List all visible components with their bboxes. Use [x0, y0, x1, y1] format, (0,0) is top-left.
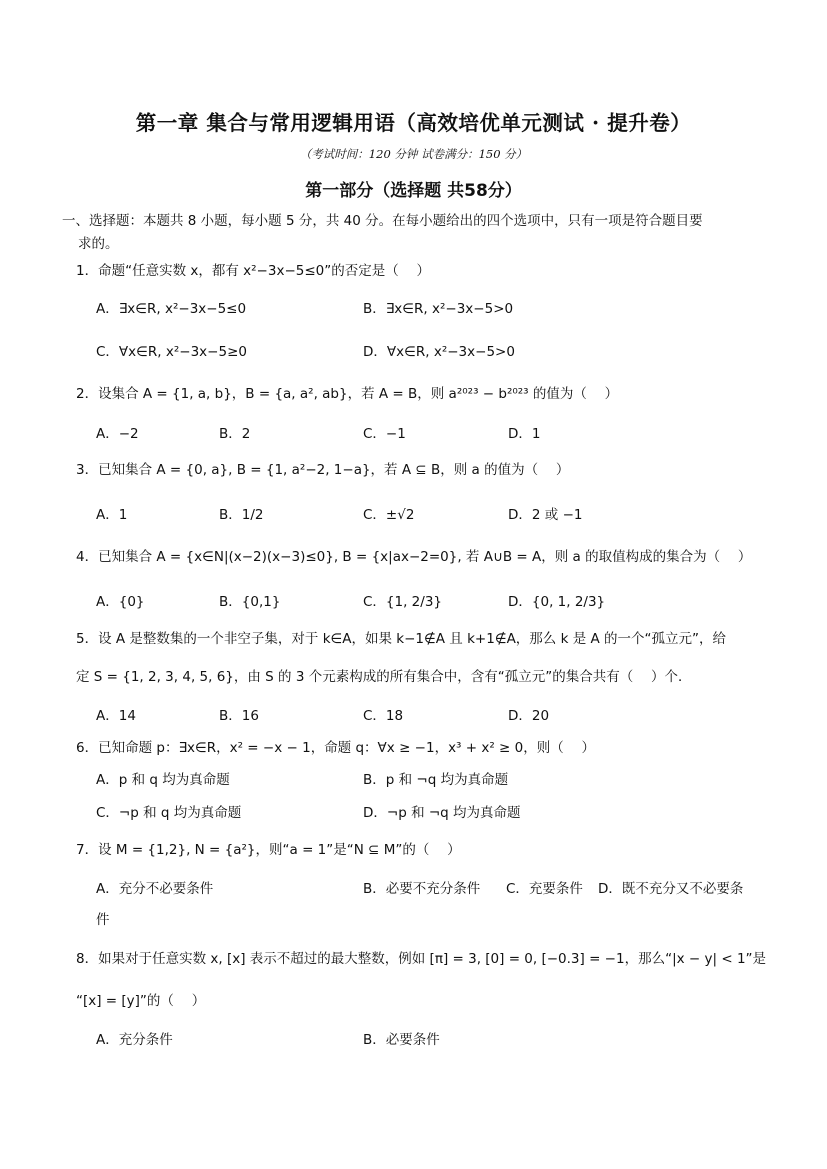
question-1-option-a: A．∃x∈R, x²−3x−5≤0: [96, 301, 247, 317]
section-heading-line1: 一、选择题：本题共 8 小题，每小题 5 分，共 40 分。在每小题给出的四个选项中，只有一项是符合题目要: [62, 213, 703, 229]
question-3-option-c: C．±√2: [363, 507, 415, 523]
question-1-stem: 1．命题“任意实数 x，都有 x²−3x−5≤0”的否定是（ ）: [76, 263, 431, 279]
exam-info: （考试时间：120 分钟 试卷满分：150 分）: [299, 147, 528, 161]
question-6-option-a: A．p 和 q 均为真命题: [96, 772, 230, 788]
question-4-option-b: B．{0,1}: [219, 594, 281, 610]
question-1-option-d: D．∀x∈R, x²−3x−5>0: [363, 344, 515, 360]
question-2-option-d: D．1: [508, 426, 541, 442]
question-7-option-b: B．必要不充分条件: [363, 881, 481, 897]
question-6-option-d: D．¬p 和 ¬q 均为真命题: [363, 805, 521, 821]
part-title: 第一部分（选择题 共58分）: [305, 181, 522, 201]
question-8-option-a: A．充分条件: [96, 1032, 173, 1048]
question-5-option-c: C．18: [363, 708, 404, 724]
question-4-option-d: D．{0, 1, 2/3}: [508, 594, 606, 610]
question-7-option-c: C．充要条件: [506, 881, 583, 897]
question-3-option-d: D．2 或 −1: [508, 507, 583, 523]
question-4-stem: 4．已知集合 A = {x∈N|(x−2)(x−3)≤0}, B = {x|ax−2=0}, 若 A∪B = A，则 a 的取值构成的集合为（ ）: [76, 549, 752, 565]
question-1-option-c: C．∀x∈R, x²−3x−5≥0: [96, 344, 247, 360]
section-heading-line2: 求的。: [78, 236, 119, 252]
question-5-option-a: A．14: [96, 708, 136, 724]
question-5-option-d: D．20: [508, 708, 550, 724]
question-5-option-b: B．16: [219, 708, 259, 724]
question-2-option-b: B．2: [219, 426, 251, 442]
question-7-option-a: A．充分不必要条件: [96, 881, 214, 897]
question-8-option-b: B．必要条件: [363, 1032, 440, 1048]
question-6-option-c: C．¬p 和 q 均为真命题: [96, 805, 242, 821]
question-4-option-a: A．{0}: [96, 594, 145, 610]
question-5-stem-line1: 5．设 A 是整数集的一个非空子集，对于 k∈A，如果 k−1∉A 且 k+1∉A，那么 k 是 A 的一个“孤立元”，给: [76, 631, 727, 647]
question-1-option-b: B．∃x∈R, x²−3x−5>0: [363, 301, 514, 317]
question-3-option-b: B．1/2: [219, 507, 264, 523]
question-5-stem-line2: 定 S = {1, 2, 3, 4, 5, 6}，由 S 的 3 个元素构成的所有集合中，含有“孤立元”的集合共有（ ）个．: [76, 669, 692, 685]
question-2-option-a: A．−2: [96, 426, 139, 442]
question-3-option-a: A．1: [96, 507, 128, 523]
question-2-stem: 2．设集合 A = {1, a, b}，B = {a, a², ab}，若 A = B，则 a²⁰²³ − b²⁰²³ 的值为（ ）: [76, 386, 619, 402]
question-4-option-c: C．{1, 2/3}: [363, 594, 443, 610]
question-8-stem-line2: “[x] = [y]”的（ ）: [76, 993, 206, 1009]
question-7-stem: 7．设 M = {1,2}, N = {a²}，则“a = 1”是“N ⊆ M”的（ ）: [76, 842, 461, 858]
question-2-option-c: C．−1: [363, 426, 406, 442]
question-6-stem: 6．已知命题 p：∃x∈R，x² = −x − 1，命题 q：∀x ≥ −1，x³ + x² ≥ 0，则（ ）: [76, 740, 596, 756]
page-title: 第一章 集合与常用逻辑用语（高效培优单元测试 · 提升卷）: [135, 111, 692, 135]
question-7-option-d: D．既不充分又不必要条: [598, 881, 744, 897]
question-8-stem-line1: 8．如果对于任意实数 x, [x] 表示不超过的最大整数，例如 [π] = 3, [0] = 0, [−0.3] = −1，那么“|x − y| < 1”是: [76, 951, 767, 967]
question-6-option-b: B．p 和 ¬q 均为真命题: [363, 772, 509, 788]
question-3-stem: 3．已知集合 A = {0, a}, B = {1, a²−2, 1−a}，若 A ⊆ B，则 a 的值为（ ）: [76, 462, 570, 478]
question-7-option-d-wrap: 件: [96, 912, 110, 928]
